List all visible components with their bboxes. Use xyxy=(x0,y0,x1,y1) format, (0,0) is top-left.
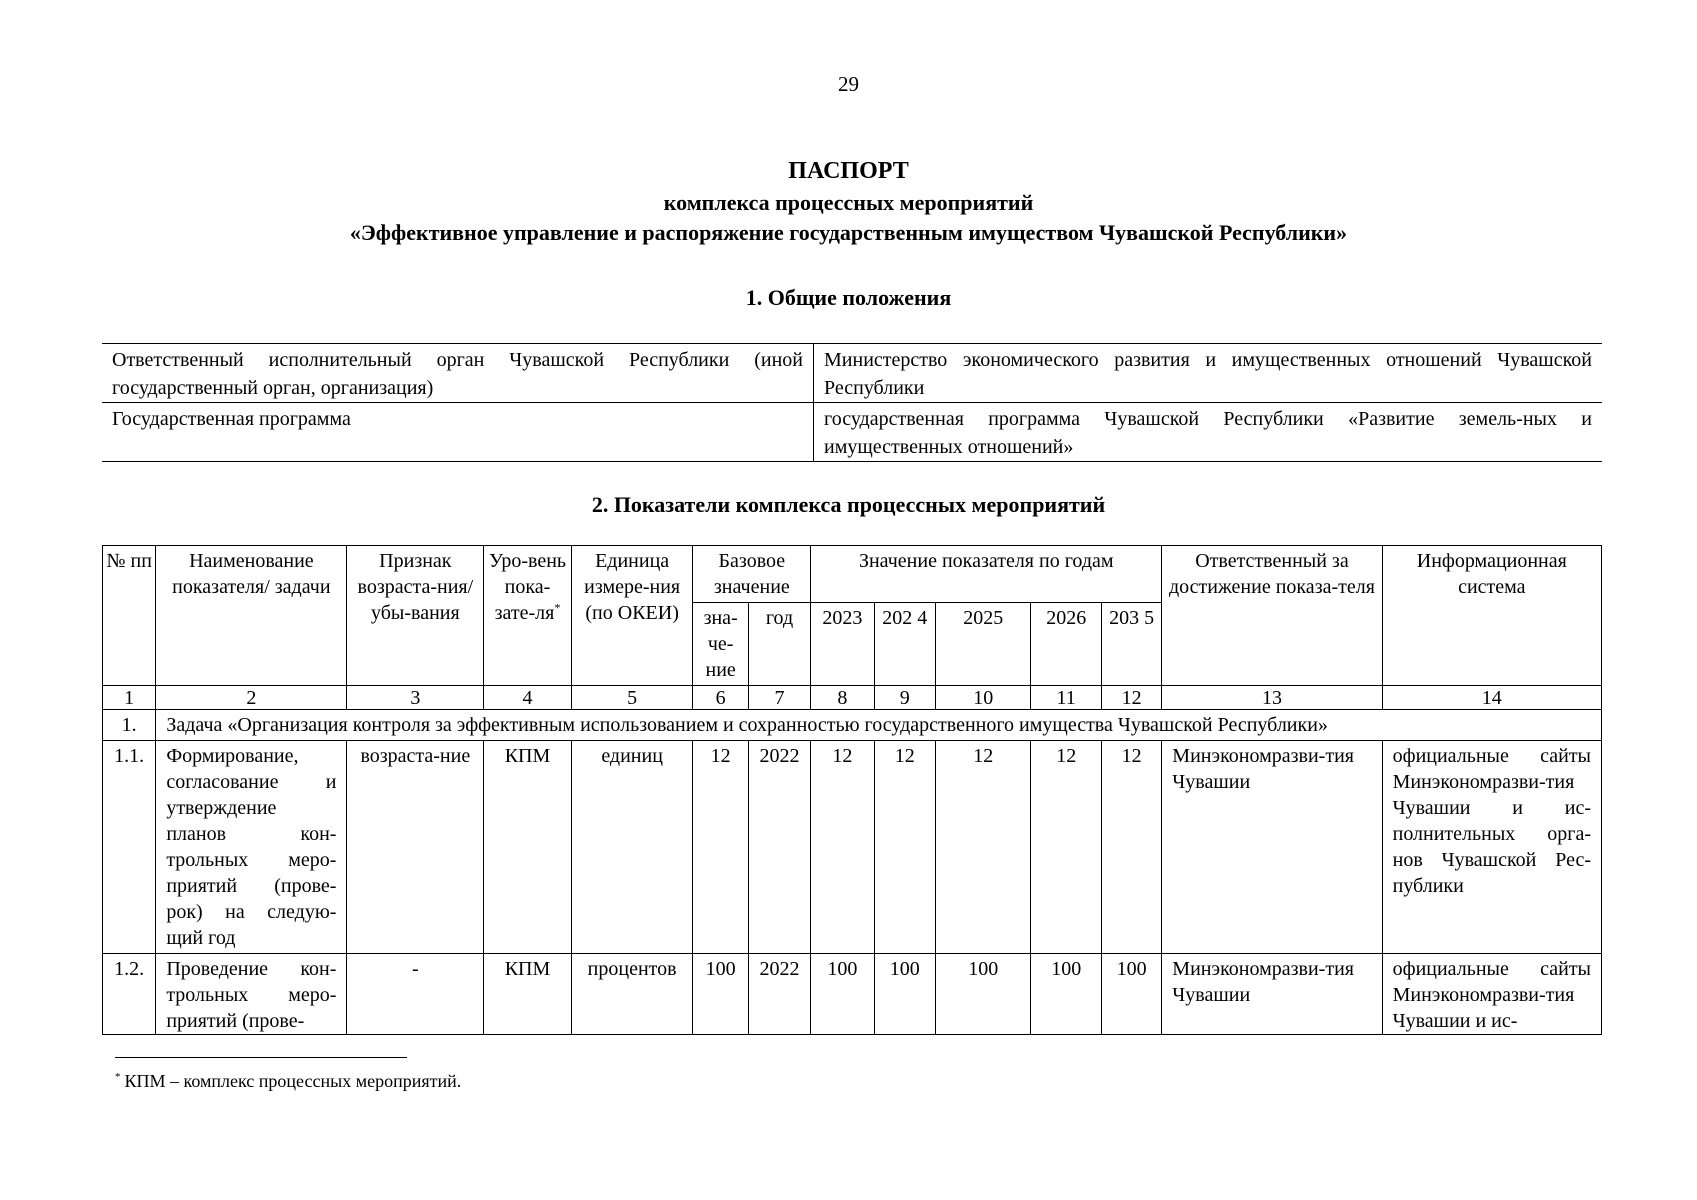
year-value: 100 xyxy=(811,954,874,1035)
responsible-body: Минэкономразви-тия Чувашии xyxy=(1162,741,1382,954)
indicator-unit: процентов xyxy=(571,954,693,1035)
header-year: 203 5 xyxy=(1101,603,1161,686)
footnote-mark: * xyxy=(554,600,561,615)
base-year: 2022 xyxy=(748,741,810,954)
task-num: 1. xyxy=(103,710,156,741)
header-base-year: год xyxy=(748,603,810,686)
table-row xyxy=(102,403,1602,462)
info-system: официальные сайты Минэкономразви-тия Чувашии и ис-полнительных орга-нов Чувашской Рес-публики xyxy=(1382,741,1601,954)
row-num: 1.2. xyxy=(103,954,156,1035)
table-row xyxy=(103,954,1602,1035)
footnote-mark: * xyxy=(115,1071,121,1083)
section2-heading: 2. Показатели комплекса процессных мероприятий xyxy=(591,492,1106,517)
state-program-value: государственная программа Чувашской Республики «Развитие земель-ных и имущественных отношений» xyxy=(814,403,1603,462)
indicator-sign: - xyxy=(347,954,484,1035)
table-row xyxy=(103,741,1602,954)
year-value: 100 xyxy=(1031,954,1101,1035)
responsible-body-value: Министерство экономического развития и имущественных отношений Чувашской Республики xyxy=(814,344,1603,403)
general-provisions-table xyxy=(102,343,1602,462)
header-responsible: Ответственный за достижение показа-теля xyxy=(1162,546,1382,686)
column-number: 6 xyxy=(693,686,748,710)
column-numbers-row xyxy=(103,686,1602,710)
header-year: 2025 xyxy=(935,603,1031,686)
column-number: 9 xyxy=(874,686,935,710)
year-value: 100 xyxy=(874,954,935,1035)
document-title: ПАСПОРТ xyxy=(788,158,909,184)
base-value: 100 xyxy=(693,954,748,1035)
column-number: 12 xyxy=(1101,686,1161,710)
row-num: 1.1. xyxy=(103,741,156,954)
indicators-table xyxy=(102,545,1602,1035)
header-years-group: Значение показателя по годам xyxy=(811,546,1162,603)
header-year: 202 4 xyxy=(874,603,935,686)
year-value: 100 xyxy=(1101,954,1161,1035)
header-name: Наименование показателя/ задачи xyxy=(156,546,347,686)
task-text: Задача «Организация контроля за эффективным использованием и сохранностью государственного имущества Чувашской Республики» xyxy=(156,710,1602,741)
indicator-name: Проведение кон-трольных меро-приятий (прове- xyxy=(156,954,347,1035)
year-value: 12 xyxy=(1031,741,1101,954)
column-number: 7 xyxy=(748,686,810,710)
header-row xyxy=(103,546,1602,603)
header-num: № пп xyxy=(103,546,156,686)
indicator-level: КПМ xyxy=(484,954,572,1035)
base-year: 2022 xyxy=(748,954,810,1035)
column-number: 11 xyxy=(1031,686,1101,710)
header-year: 2023 xyxy=(811,603,874,686)
info-system: официальные сайты Минэкономразви-тия Чувашии и ис- xyxy=(1382,954,1601,1035)
header-level xyxy=(484,546,572,686)
document-subtitle: комплекса процессных мероприятий xyxy=(663,190,1034,215)
header-level-text: Уро-вень пока-зате-ля xyxy=(488,550,567,624)
state-program-label: Государственная программа xyxy=(102,403,814,462)
header-info-system: Информационная система xyxy=(1382,546,1601,686)
year-value: 12 xyxy=(811,741,874,954)
column-number: 1 xyxy=(103,686,156,710)
indicator-name: Формирование, согласование и утверждение планов кон-трольных меро-приятий (прове-рок) на следую-щий год xyxy=(156,741,347,954)
column-number: 10 xyxy=(935,686,1031,710)
year-value: 12 xyxy=(874,741,935,954)
column-number: 5 xyxy=(571,686,693,710)
footnote-separator xyxy=(115,1057,407,1058)
column-number: 13 xyxy=(1162,686,1382,710)
footnote-text: КПМ – комплекс процессных мероприятий. xyxy=(124,1071,462,1091)
program-name: «Эффективное управление и распоряжение государственным имуществом Чувашской Республики» xyxy=(349,220,1348,245)
header-sign: Признак возраста-ния/ убы-вания xyxy=(347,546,484,686)
column-number: 3 xyxy=(347,686,484,710)
year-value: 12 xyxy=(1101,741,1161,954)
responsible-body-label: Ответственный исполнительный орган Чувашской Республики (иной государственный орган, организация) xyxy=(102,344,814,403)
indicator-sign: возраста-ние xyxy=(347,741,484,954)
table-row xyxy=(102,344,1602,403)
column-number: 4 xyxy=(484,686,572,710)
footnote xyxy=(115,1071,461,1092)
column-number: 8 xyxy=(811,686,874,710)
responsible-body: Минэкономразви-тия Чувашии xyxy=(1162,954,1382,1035)
header-unit: Единица измере-ния (по ОКЕИ) xyxy=(571,546,693,686)
column-number: 2 xyxy=(156,686,347,710)
header-base-value: зна-че-ние xyxy=(693,603,748,686)
year-value: 12 xyxy=(935,741,1031,954)
base-value: 12 xyxy=(693,741,748,954)
page-number: 29 xyxy=(838,72,859,96)
column-number: 14 xyxy=(1382,686,1601,710)
task-row xyxy=(103,710,1602,741)
year-value: 100 xyxy=(935,954,1031,1035)
header-year: 2026 xyxy=(1031,603,1101,686)
indicator-level: КПМ xyxy=(484,741,572,954)
indicator-unit: единиц xyxy=(571,741,693,954)
section1-heading: 1. Общие положения xyxy=(745,285,952,310)
header-base: Базовое значение xyxy=(693,546,811,603)
